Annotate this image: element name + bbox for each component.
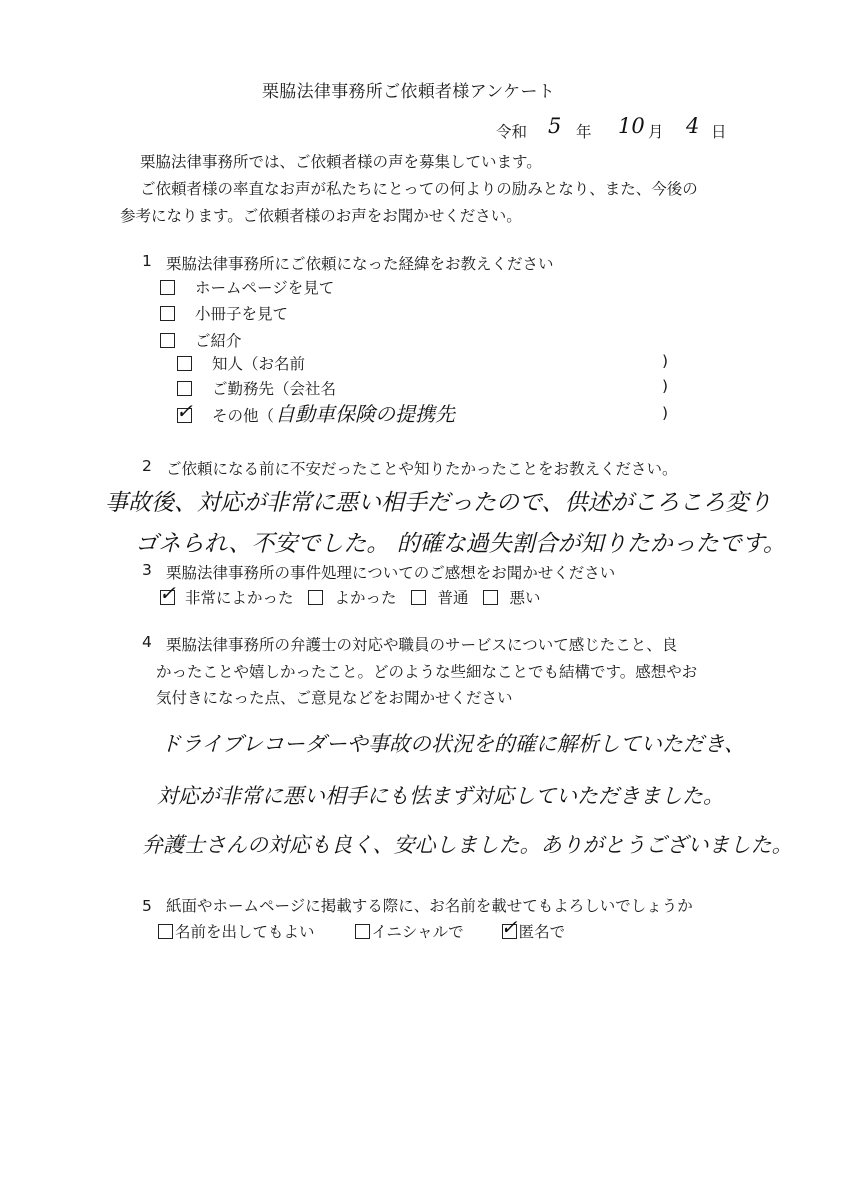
option-label: 悪い xyxy=(509,589,541,607)
option-label: 匿名で xyxy=(518,923,566,941)
checkbox[interactable] xyxy=(308,590,323,605)
option-label: その他（ xyxy=(212,407,275,425)
option-label: イニシャルで xyxy=(371,923,464,941)
q1-option-other[interactable] xyxy=(176,398,275,426)
option-label: ご紹介 xyxy=(195,332,242,350)
check-icon: ✓ xyxy=(159,580,176,605)
q1-option-workplace[interactable] xyxy=(177,377,336,399)
q4-answer-line-3: 弁護士さんの対応も良く、安心しました。ありがとうございました。 xyxy=(142,833,793,857)
q1-other-answer: 自動車保険の提携先 xyxy=(275,402,455,426)
q1-question: 栗脇法律事務所にご依頼になった経緯をお教えください xyxy=(166,255,554,273)
q3-option-bad[interactable] xyxy=(483,586,541,608)
q4-answer-line-1: ドライブレコーダーや事故の状況を的確に解析していただき、 xyxy=(160,732,746,756)
q3-option-very-good[interactable] xyxy=(159,580,294,608)
checkbox[interactable] xyxy=(160,280,175,295)
q1-other-close-paren: ) xyxy=(662,404,669,422)
date-era: 令和 xyxy=(496,123,528,141)
q3-option-average[interactable] xyxy=(411,586,469,608)
q1-acquaintance-close-paren: ) xyxy=(662,352,669,370)
check-icon: ✓ xyxy=(176,398,193,423)
q5-option-initials[interactable] xyxy=(355,920,464,942)
q3-options xyxy=(159,580,541,608)
checkbox[interactable] xyxy=(411,590,426,605)
intro-line-1: 栗脇法律事務所では、ご依頼者様の声を募集しています。 xyxy=(140,153,542,171)
q5-option-anonymous[interactable] xyxy=(500,914,566,942)
q3-option-good[interactable] xyxy=(308,586,397,608)
q1-option-homepage[interactable] xyxy=(160,276,334,298)
q4-question-line-1: 栗脇法律事務所の弁護士の対応や職員のサービスについて感じたこと、良 xyxy=(166,636,678,654)
q4-number: 4 xyxy=(142,633,152,651)
q2-question: ご依頼になる前に不安だったことや知りたかったことをお教えください。 xyxy=(166,460,678,478)
q5-question: 紙面やホームページに掲載する際に、お名前を載せてもよろしいでしょうか xyxy=(166,897,693,915)
q1-option-booklet[interactable] xyxy=(160,302,288,324)
q5-options xyxy=(158,914,566,942)
checkbox-checked[interactable] xyxy=(159,580,176,605)
q2-answer-line-1: 事故後、対応が非常に悪い相手だったので、供述がころころ変り xyxy=(105,490,772,516)
q2-number: 2 xyxy=(142,457,152,475)
checkbox[interactable] xyxy=(483,590,498,605)
check-icon: ✓ xyxy=(500,914,518,939)
q3-number: 3 xyxy=(142,561,152,579)
option-label: 名前を出してもよい xyxy=(175,923,315,941)
date-line xyxy=(496,114,746,142)
date-day: 4 xyxy=(686,114,700,138)
intro-line-2: ご依頼者様の率直なお声が私たちにとっての何よりの励みとなり、また、今後の xyxy=(140,180,698,198)
date-month: 10 xyxy=(618,114,645,138)
option-label: ホームページを見て xyxy=(195,279,335,297)
q5-option-full-name[interactable] xyxy=(158,920,315,942)
option-label: 非常によかった xyxy=(185,589,294,607)
q1-option-acquaintance[interactable] xyxy=(177,352,305,374)
checkbox[interactable] xyxy=(177,381,192,396)
q1-workplace-close-paren: ) xyxy=(662,377,669,395)
q4-question-line-2: かったことや嬉しかったこと。どのような些細なことでも結構です。感想やお xyxy=(156,663,698,681)
date-day-unit: 日 xyxy=(711,123,727,141)
option-label: よかった xyxy=(334,589,397,607)
checkbox-checked[interactable] xyxy=(500,914,518,939)
q5-number: 5 xyxy=(142,897,152,915)
page-title: 栗脇法律事務所ご依頼者様アンケート xyxy=(262,82,556,102)
q4-answer-line-2: 対応が非常に悪い相手にも怯まず対応していただきました。 xyxy=(157,784,724,808)
date-year: 5 xyxy=(548,114,562,138)
checkbox[interactable] xyxy=(158,924,173,939)
q4-question-line-3: 気付きになった点、ご意見などをお聞かせください xyxy=(156,689,513,707)
date-year-unit: 年 xyxy=(576,123,592,141)
q1-option-referral[interactable] xyxy=(160,329,242,351)
q2-answer-line-2: ゴネられ、不安でした。 的確な過失割合が知りたかったです。 xyxy=(135,531,786,557)
checkbox[interactable] xyxy=(355,924,370,939)
q3-question: 栗脇法律事務所の事件処理についてのご感想をお聞かせください xyxy=(166,564,616,582)
checkbox[interactable] xyxy=(160,333,175,348)
checkbox[interactable] xyxy=(177,356,192,371)
checkbox-checked[interactable] xyxy=(176,398,193,423)
option-label: ご勤務先（会社名 xyxy=(212,380,337,398)
option-label: 知人（お名前 xyxy=(212,355,306,373)
q1-number: 1 xyxy=(142,252,152,270)
option-label: 小冊子を見て xyxy=(195,305,289,323)
option-label: 普通 xyxy=(437,589,469,607)
intro-line-3: 参考になります。ご依頼者様のお声をお聞かせください。 xyxy=(120,207,522,225)
checkbox[interactable] xyxy=(160,306,175,321)
date-month-unit: 月 xyxy=(648,123,664,141)
